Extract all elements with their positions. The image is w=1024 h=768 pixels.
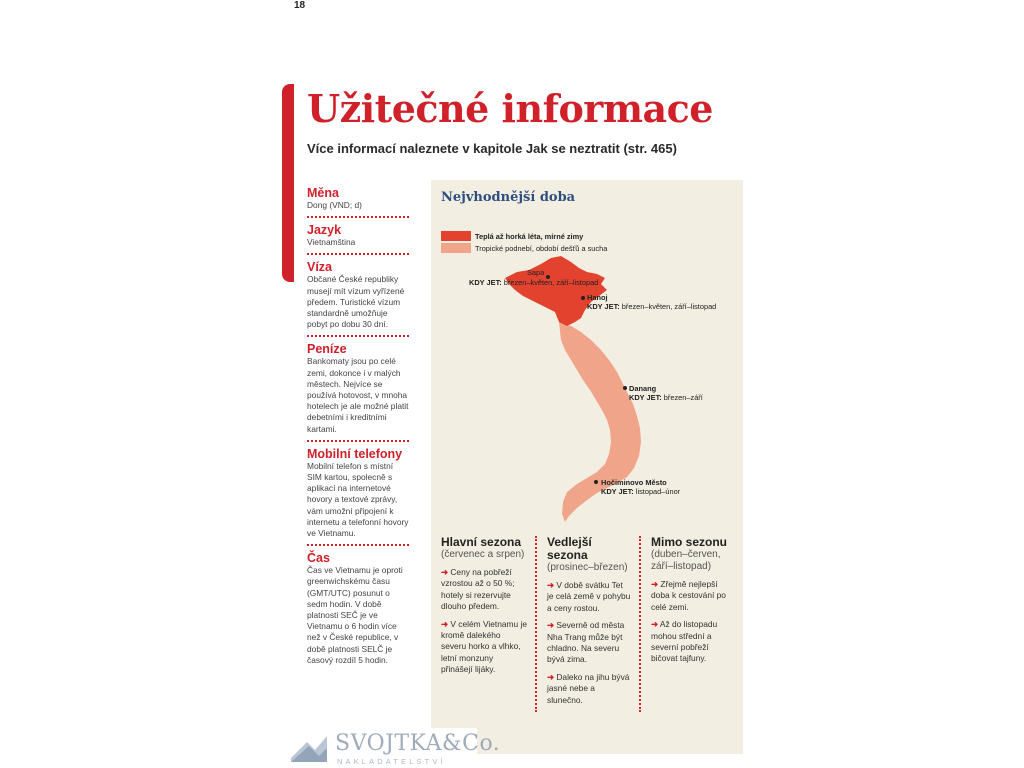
info-text: Dong (VND; d) (307, 200, 362, 210)
info-block-visa (307, 260, 409, 337)
arrow-right-icon: ➜ (547, 620, 555, 631)
publisher-name: SVOJTKA&Co. (335, 731, 501, 756)
page-subtitle: Více informací naleznete v kapitole Jak se neztratit (str. 465) (307, 141, 677, 156)
season-bullet (547, 672, 631, 706)
season-period: (červenec a srpen) (441, 549, 525, 560)
season-high (431, 536, 535, 712)
info-block-language (307, 223, 409, 255)
red-accent-bar (282, 84, 294, 282)
city-name-danang: Danang (629, 384, 657, 393)
best-time-box (431, 180, 743, 754)
arrow-right-icon: ➜ (547, 580, 555, 590)
city-when-hcmc (601, 487, 680, 496)
page-number: 18 (294, 0, 306, 11)
city-when-text: listopad–únor (635, 487, 681, 496)
season-title: Hlavní sezona (441, 535, 522, 549)
city-dot-hanoi (581, 296, 585, 300)
season-period: (prosinec–březen) (547, 562, 628, 573)
season-bullet (441, 619, 527, 676)
city-name-hcmc: Hočiminovo Město (601, 478, 667, 487)
legend-label: Teplá až horká léta, mírné zimy (475, 231, 584, 241)
info-block-time (307, 551, 409, 671)
season-bullet (547, 620, 631, 666)
bullet-text: Daleko na jihu bývá jasné nebe a slunečno. (547, 671, 630, 705)
season-bullet (651, 619, 735, 665)
info-heading: Mobilní telefony (307, 446, 403, 461)
kdy-label: KDY JET: (587, 302, 620, 311)
info-block-money (307, 342, 409, 441)
publisher-logo (287, 728, 501, 768)
city-dot-hcmc (594, 480, 598, 484)
info-text: Bankomaty jsou po celé zemi, dokonce i v malých městech. Nejvíce se používá hotovost, v mnoha hotelech je ale možné platit debetními i kreditními kartami. (307, 356, 409, 434)
kdy-label: KDY JET: (469, 278, 502, 287)
arrow-right-icon: ➜ (651, 579, 659, 589)
city-when-text: březen–září (663, 393, 703, 402)
publisher-logo-icon (289, 732, 329, 764)
bullet-text: Ceny na pobřeží vzrostou až o 50 %; hotely si rezervujte dlouho předem. (441, 567, 515, 612)
info-heading: Měna (307, 186, 339, 200)
season-low (639, 536, 743, 712)
bullet-text: V době svátku Tet je celá země v pohybu a ceny rostou. (547, 580, 631, 613)
city-when-hanoi (587, 302, 716, 311)
season-title: Vedlejší sezona (547, 535, 592, 562)
info-text: Občané České republiky musejí mít vízum vyřízené předem. Turistické vízum standardně umožňuje pobyt po dobu 30 dní. (307, 274, 405, 330)
info-heading: Peníze (307, 342, 347, 357)
info-block-phones (307, 447, 409, 546)
bullet-text: V celém Vietnamu je kromě dalekého severu horko a vlhko, letní monzuny přinášejí lijáky. (441, 618, 528, 675)
arrow-right-icon: ➜ (441, 618, 449, 629)
arrow-right-icon: ➜ (441, 567, 449, 577)
season-bullet (651, 579, 735, 613)
kdy-label: KDY JET: (601, 487, 634, 496)
city-when-text: březen–květen, září–listopad (503, 278, 599, 287)
kdy-label: KDY JET: (629, 393, 662, 402)
info-heading: Čas (307, 551, 330, 566)
season-title: Mimo sezonu (651, 535, 728, 549)
best-time-title: Nejvhodnější doba (441, 190, 576, 205)
publisher-subtitle: NAKLADATELSTVÍ (337, 757, 446, 766)
legend-row-warm (441, 231, 583, 241)
info-heading: Víza (307, 260, 333, 275)
page-title: Užitečné informace (307, 86, 713, 131)
legend-swatch-salmon (441, 243, 471, 253)
city-dot-danang (623, 386, 627, 390)
season-bullet (547, 580, 631, 614)
season-bullet (441, 567, 527, 613)
city-name-sapa: Sapa (527, 268, 545, 277)
legend-label: Tropické podnebí, období dešťů a sucha (475, 243, 608, 253)
city-when-text: březen–květen, září–listopad (621, 302, 717, 311)
bullet-text: Zřejmě nejlepší doba k cestování po celé zemi. (651, 579, 726, 612)
seasons (431, 536, 743, 712)
info-sidebar (307, 186, 409, 676)
info-text: Čas ve Vietnamu je oproti greenwichskému času (GMT/UTC) posunut o sedm hodin. V době platnosti SEČ je ve Vietnamu o 6 hodin více než v České republice, v době platnosti SELČ je časový rozdíl 5 hodin. (307, 565, 403, 665)
city-when-sapa (469, 278, 598, 287)
info-text: Vietnamština (307, 237, 356, 248)
info-block-currency (307, 186, 409, 218)
season-shoulder (535, 536, 639, 712)
city-name-hanoi: Hanoj (587, 293, 608, 302)
bullet-text: Až do listopadu mohou střední a severní pobřeží bičovat tajfuny. (651, 619, 718, 664)
city-when-danang (629, 393, 703, 402)
legend-row-tropical (441, 243, 607, 253)
legend-swatch-red (441, 231, 471, 241)
season-period: (duben–červen, září–listopad) (651, 549, 721, 572)
arrow-right-icon: ➜ (651, 619, 659, 630)
arrow-right-icon: ➜ (547, 671, 555, 682)
info-text: Mobilní telefon s místní SIM kartou, spolecně s aplikací na internetové hovory a textové zprávy, vám umožní připojení k internetu a telefonní hovory ve Vietnamu. (307, 460, 409, 539)
info-heading: Jazyk (307, 223, 342, 238)
map-region-north (505, 256, 607, 326)
bullet-text: Severně od města Nha Trang může být chladno. Na severu bývá zima. (547, 620, 625, 665)
